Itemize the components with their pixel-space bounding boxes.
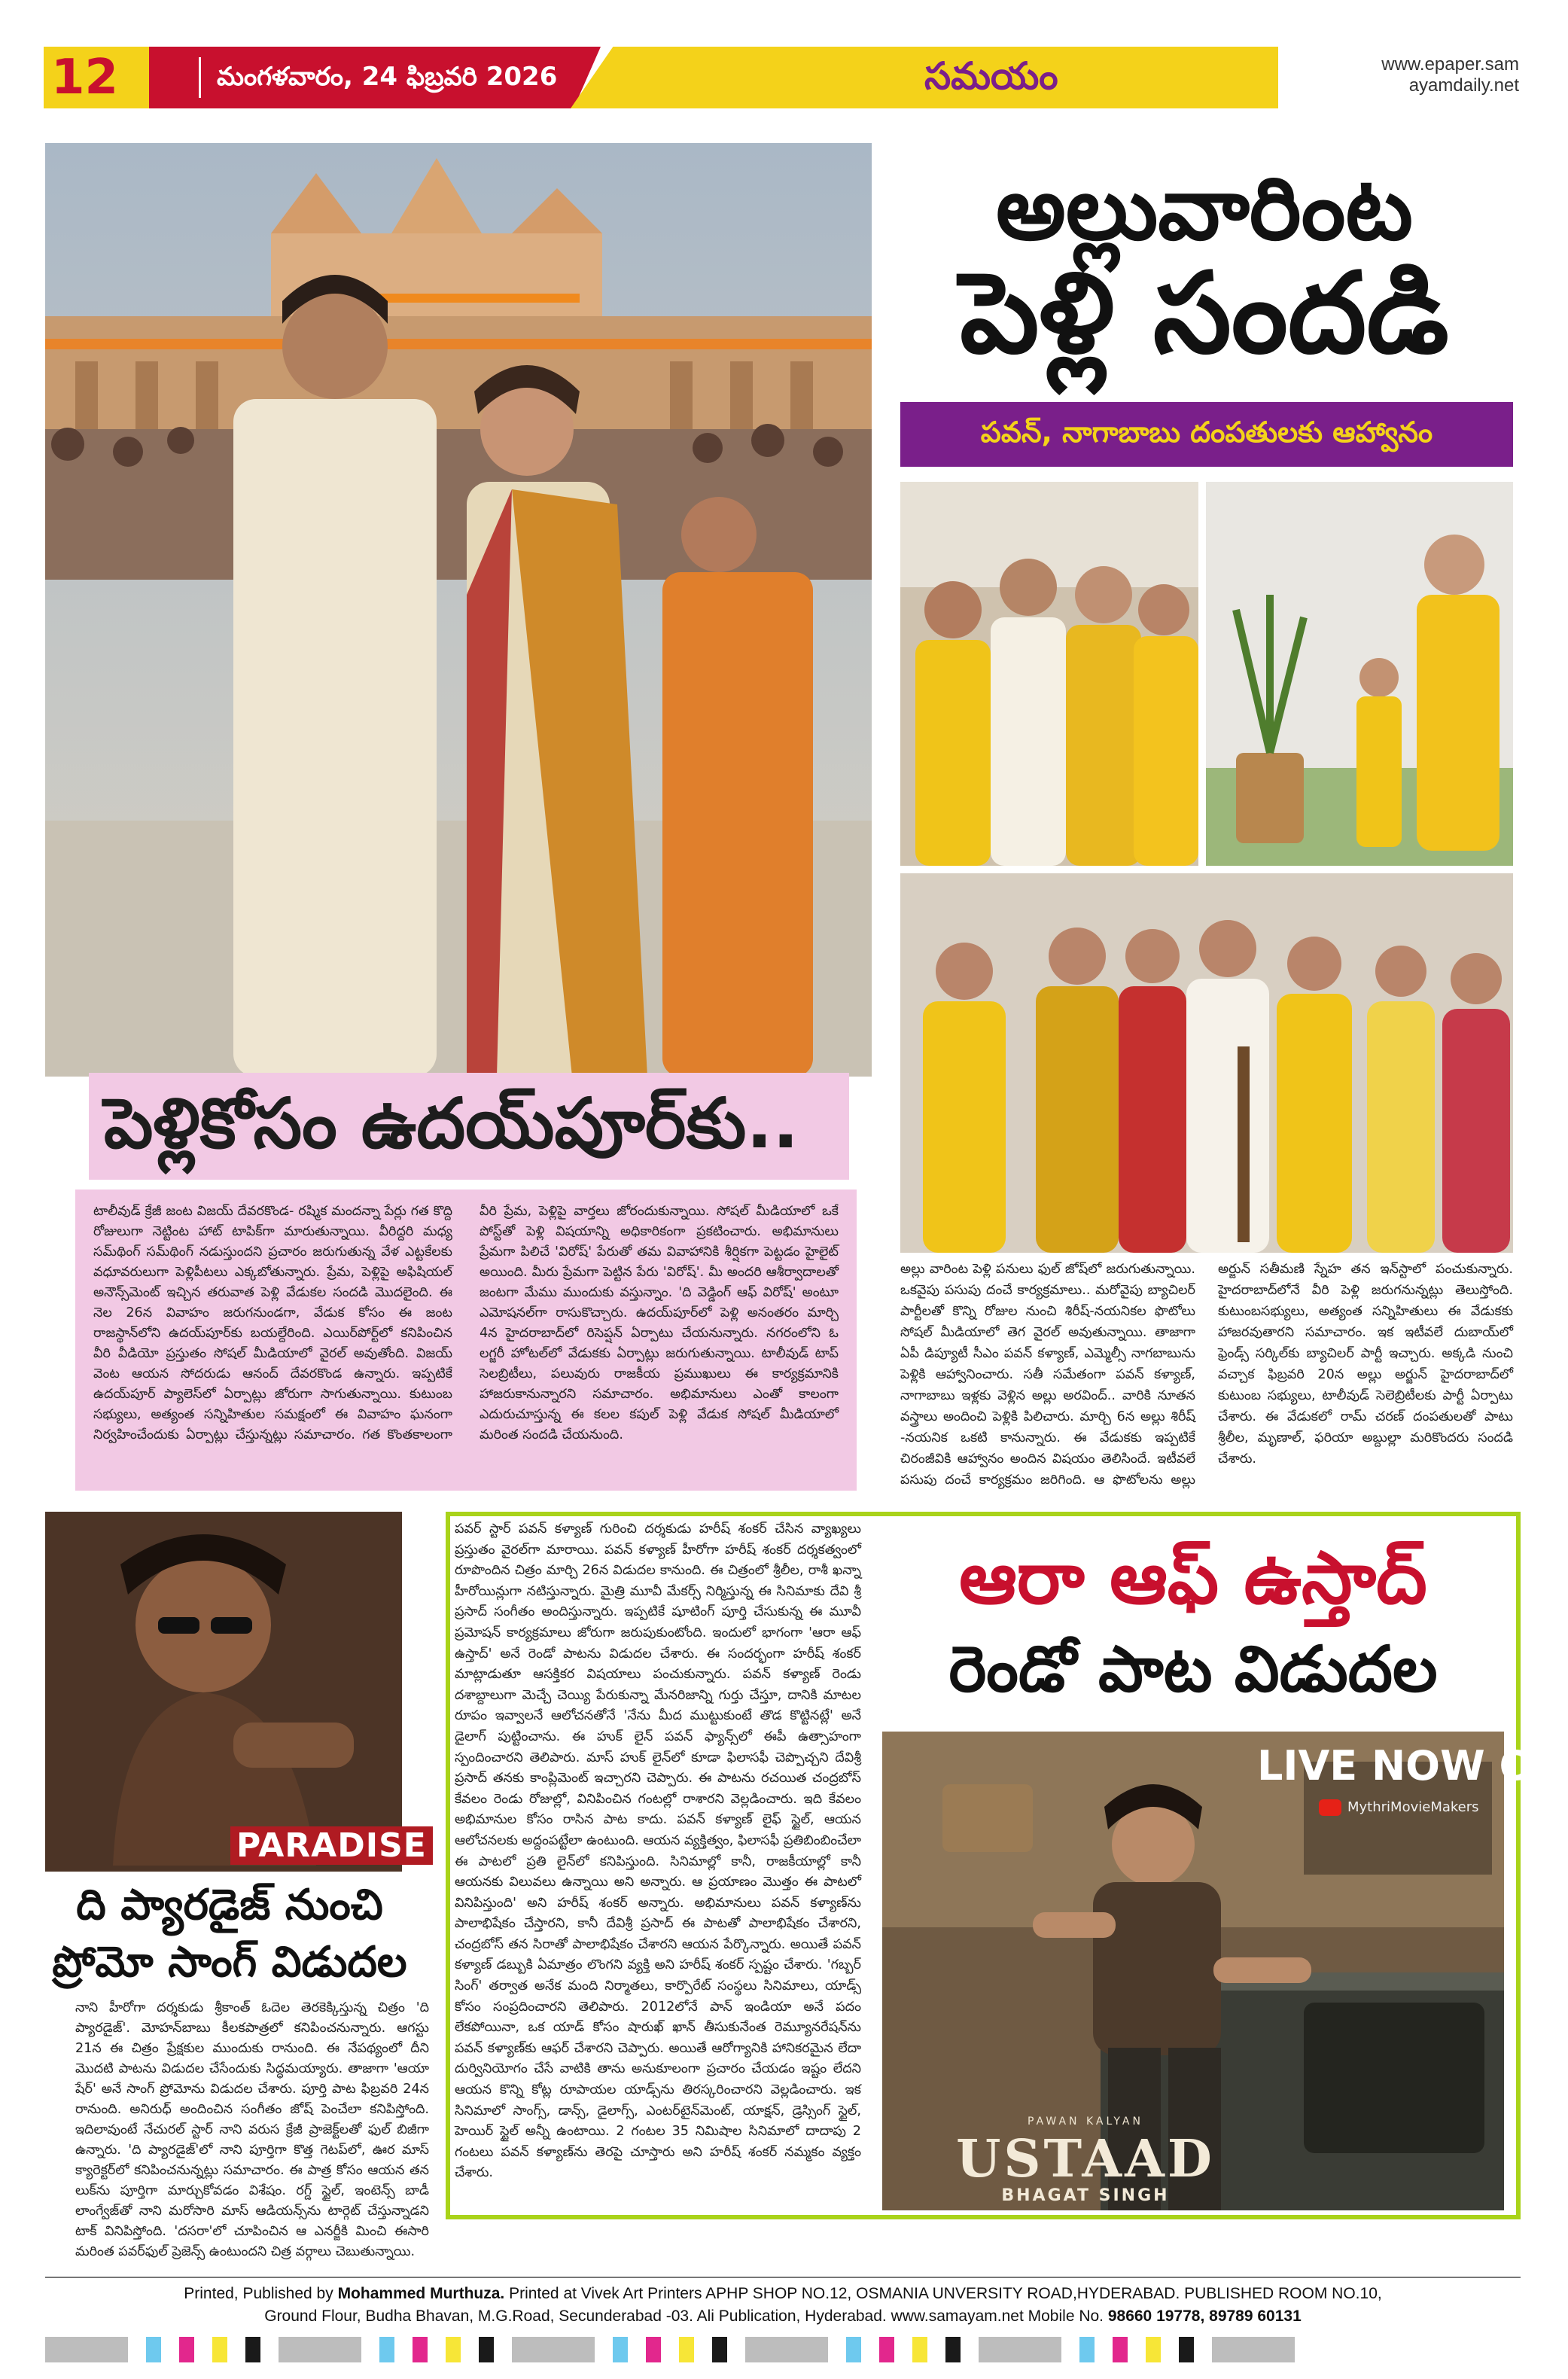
imprint-line	[45, 2283, 1521, 2328]
registration-swatch-yellow	[1146, 2337, 1161, 2362]
registration-swatch-magenta	[179, 2337, 194, 2362]
poster-movie-subtitle: BHAGAT SINGH	[1001, 2186, 1170, 2205]
registration-swatch-black	[712, 2337, 727, 2362]
imprint-line-2	[45, 2305, 1521, 2328]
ustaad-poster	[882, 1732, 1568, 2210]
registration-swatch-cyan	[846, 2337, 861, 2362]
registration-swatch-magenta	[646, 2337, 661, 2362]
registration-swatch-yellow	[679, 2337, 694, 2362]
couple-at-temple-illustration	[45, 143, 872, 1077]
allu-family-photo-2	[1206, 482, 1513, 866]
paradise-headline-line2: ప్రోమో సాంగ్ విడుదల	[52, 1938, 407, 1987]
registration-swatch-cyan	[379, 2337, 394, 2362]
lead-story-photo	[45, 143, 872, 1077]
imprint-divider	[45, 2277, 1521, 2278]
registration-swatch-magenta	[879, 2337, 894, 2362]
imprint-prefix: Printed, Published by	[184, 2285, 338, 2302]
ustaad-headline-line1: ఆరా ఆఫ్ ఉస్తాద్	[959, 1536, 1427, 1620]
registration-swatch-cyan	[613, 2337, 628, 2362]
masthead	[44, 47, 1519, 108]
registration-swatch-grey	[979, 2337, 1061, 2362]
registration-swatch-grey	[512, 2337, 595, 2362]
imprint-phone-numbers: 98660 19778, 89789 60131	[1107, 2307, 1302, 2325]
allu-story-headline-line1: అల్లువారింట	[996, 158, 1413, 260]
registration-swatch-cyan	[146, 2337, 161, 2362]
ustaad-story-body: పవర్ స్టార్ పవన్ కళ్యాణ్ గురించి దర్శకుడు హరీష్ శంకర్ చేసిన వ్యాఖ్యలు ప్రస్తుతం వైరల్‌గా మారాయి. పవన్ కళ్యాణ్ హీరోగా హరీష్ శంకర్ దర్శకత్వంలో రూపొందిన చిత్రం మార్చి 26న విడుదల కానుంది. ఈ చిత్రంలో శ్రీలీల, రాశీ ఖన్నా హీరోయిన్లుగా నటిస్తున్నారు. మైత్రి మూవీ మేకర్స్ నిర్మిస్తున్న ఈ సినిమాకు దేవి శ్రీ ప్రసాద్ సంగీతం అందిస్తున్నారు. ఇప్పటికే షూటింగ్ పూర్తి చేసుకున్న ఈ మూవీ ప్రమోషన్ కార్యక్రమాలు జోరుగా జరుపుకుంటోంది. ఇందులో భాగంగా 'ఆరా ఆఫ్ ఉస్తాద్' అనే రెండో పాటను విడుదల చేశారు. ఈ సందర్భంగా హరీష్ శంకర్ మాట్లాడుతూ ఆసక్తికర విషయాలు పంచుకున్నారు. పవన్ కళ్యాణ్ రెండు దశాబ్దాలుగా మెచ్చే చెయ్యి పేరుకున్నా మేనరిజాన్ని గుర్తు చేస్తూ, దానికి మాటల రూపం ఇవ్వాలనే ఆలోచనతోనే 'నేను మీద ముట్టుకుంటే తొడ కొట్టినట్లే' అనే డైలాగ్ పుట్టించాను. ఈ హుక్ లైన్ పవన్ ఫ్యాన్స్‌లో ఈపీ ఉత్సాహంగా స్పందించారని తెలిపారు. మాస్ హుక్ లైన్‌లో కూడా ఫిలాసఫీ చెప్పొచ్చని దేవిశ్రీ ప్రసాద్ తనకు కాంప్లిమెంట్ ఇచ్చారని చెప్పారు. ఈ పాటను రచయిత చంద్రబోస్ కేవలం రెండు రోజుల్లో, వినిపించిన గంటల్లో రాశారని వెల్లడించారు. ఇది కేవలం అభిమానుల కోసం రాసిన పాట కాదు. పవన్ కళ్యాణ్ లైఫ్ స్టైల్, ఆయన ఆలోచనలకు అద్దంపట్టేలా ఉంటుంది. ఆయన వ్యక్తిత్వం, ఫిలాసఫీ ప్రతిబింబించేలా ఈ పాటలో ప్రతి లైన్‌లో కనిపిస్తుంది. సినిమాల్లో కానీ, రాజకీయాల్లో కానీ ఆయనకు విలువలు ఉన్నాయి అని అన్నారు. ఆ ప్రయాణం మొత్తం ఈ పాటలో వినిపిస్తుంది' అని హరీష్ శంకర్ అన్నారు. అభిమానులు పవన్ కళ్యాణ్‌ను పాలాభిషేకం చేస్తారని, కానీ దేవిశ్రీ ప్రసాద్ ఈ పాటతో పాలాభిషేకం చేశారని, చంద్రబోస్ తన సిరాతో పాలాభిషేకం చేశారని ఆయన పేర్కొన్నారు. అయితే పవన్ కళ్యాణ్ డబ్బుకి ఏమాత్రం లొంగని వ్యక్తి అని హరీష్ శంకర్ స్పష్టం చేశారు. 'గబ్బర్ సింగ్' తర్వాత అనేక మంది నిర్మాతలు, కార్పొరేట్ సంస్థలు సినిమాలు, యాడ్స్ కోసం సంప్రదించారని తెలిపారు. 2012లోనే పాన్ ఇండియా అనే పదం లేకపోయినా, ఒక యాడ్ కోసం షారుఖ్ ఖాన్ తీసుకునేంత రెమ్యూనరేషన్‌ను పవన్ కళ్యాణ్‌కు ఆఫర్ చేశారని చెప్పారు. అయితే ఆరోగ్యానికి హానికరమైన లేదా దుర్వినియోగం చేసే వాటికి తాను అనుకూలంగా ప్రచారం చేయడం ఇష్టం లేదని ఆయన కొన్ని కోట్ల రూపాయల యాడ్స్‌ను తిరస్కరించారని వెల్లడించారు. ఇక సినిమాలో సాంగ్స్, డాన్స్, డైలాగ్స్, ఎంటర్‌టైన్‌మెంట్, యాక్షన్, డ్రెస్సింగ్ స్టైల్, హెయిర్ స్టైల్ అన్నీ ఉంటాయి. 2 గంటల 35 నిమిషాల సినిమాలో దాదాపు 2 గంటలు పవన్ కళ్యాణ్‌ను తెరపై చూస్తారు అని హరీష్ శంకర్ నమ్మకం వ్యక్తం చేశారు.	[455, 1522, 861, 2181]
allu-family-photo-1	[900, 482, 1198, 866]
ustaad-headline-line2: రెండో పాట విడుదల	[948, 1632, 1438, 1706]
registration-swatch-grey	[1212, 2337, 1295, 2362]
registration-swatch-magenta	[413, 2337, 428, 2362]
lead-headline: పెళ్లికోసం ఉదయ్‌పూర్‌కు..	[104, 1083, 799, 1164]
poster-channel-name: MythriMovieMakers	[1347, 1799, 1479, 1815]
paradise-poster	[45, 1512, 427, 1872]
registration-swatch-grey	[279, 2337, 361, 2362]
imprint-line-1	[45, 2283, 1521, 2305]
registration-swatch-yellow	[912, 2337, 927, 2362]
date-divider	[199, 57, 201, 98]
registration-swatch-black	[479, 2337, 494, 2362]
imprint-printer: Printed at Vivek Art Printers APHP SHOP NO.12, OSMANIA UNVERSITY ROAD,HYDERABAD. PUBLISHED ROOM NO.10,	[504, 2285, 1382, 2302]
lead-headline-box	[89, 1073, 849, 1180]
newspaper-logo: సమయం	[924, 54, 1058, 98]
registration-swatch-black	[945, 2337, 961, 2362]
registration-swatch-grey	[745, 2337, 828, 2362]
imprint-address: Ground Flour, Budha Bhavan, M.G.Road, Secunderabad -03. Ali Publication, Hyderabad. www.samayam.net Mobile No.	[264, 2307, 1108, 2325]
print-registration-bar	[45, 2337, 1521, 2362]
registration-swatch-cyan	[1079, 2337, 1095, 2362]
registration-swatch-yellow	[446, 2337, 461, 2362]
allu-story-headline-line2: పెళ్లి సందడి	[960, 248, 1449, 378]
registration-swatch-black	[245, 2337, 260, 2362]
poster-actor-credit: PAWAN KALYAN	[1028, 2116, 1143, 2128]
imprint-publisher: Mohammed Murthuza.	[337, 2285, 505, 2302]
registration-swatch-magenta	[1113, 2337, 1128, 2362]
allu-story-subheadline-box	[900, 402, 1513, 467]
allu-family-photo-3	[900, 873, 1513, 1253]
epaper-url-line2: ayamdaily.net	[1408, 75, 1519, 96]
epaper-url[interactable]	[1353, 54, 1519, 96]
page-number: 12	[51, 50, 119, 105]
epaper-url-line1: www.epaper.sam	[1381, 54, 1519, 75]
allu-story-body: అల్లు వారింట పెళ్లి పనులు ఫుల్ జోష్‌లో జరుగుతున్నాయి. ఒకవైపు పసుపు దంచే కార్యక్రమాలు.. మరోవైపు బ్యాచిలర్ పార్టీలతో కొన్ని రోజుల నుంచి శిరీష్-నయనికల ఫొటోలు సోషల్ మీడియాలో తెగ వైరల్ అవుతున్నాయి. తాజాగా ఏపీ డిప్యూటీ సీఎం పవన్ కళ్యాణ్, ఎమ్మెల్సీ నాగబాబును పెళ్లికి ఆహ్వానించారు. సతీ సమేతంగా పవన్ కళ్యాణ్, నాగాబాబు ఇళ్లకు వెళ్లిన అల్లు అరవింద్.. వారికి నూతన వస్త్రాలు అందించి పెళ్లికి పిలిచారు. మార్చి 6న అల్లు శిరీష్ -నయనిక ఒకటి కానున్నారు. ఈ వేడుకకు ఇప్పటికే చిరంజీవికి ఆహ్వానం అందిన విషయం తెలిసిందే. ఇటీవలే పసుపు దంచే కార్యక్రమం జరిగింది. ఆ ఫొటోలను అల్లు అర్జున్ సతీమణి స్నేహ తన ఇన్‌స్టాలో పంచుకున్నారు. హైదరాబాద్‌లోనే వీరి పెళ్లి జరుగనున్నట్లు తెలుస్తోంది. కుటుంబసభ్యులు, అత్యంత సన్నిహితులు ఈ వేడుకకు హాజరవుతారని సమాచారం. ఇక ఇటీవలే దుబాయ్‌లో ఫ్రెండ్స్ సర్కిల్‌కు బ్యాచిలర్ పార్టీ ఇచ్చారు. అక్కడి నుంచి వచ్చాక ఫిబ్రవరి 20న అల్లు అర్జున్ హైదరాబాద్‌లో కుటుంబ సభ్యులు, టాలీవుడ్ సెలెబ్రిటీలకు పార్టీ ఏర్పాటు చేశారు. ఈ వేడుకలో రామ్ చరణ్ దంపతులతో పాటు శ్రీలీల, మృణాల్, ఫరియా అబ్దుల్లా మరికొందరు సందడి చేశారు.	[900, 1262, 1513, 1488]
poster-movie-title: USTAAD	[956, 2129, 1215, 2189]
live-now-banner: LIVE NOW ON	[1257, 1742, 1568, 1790]
paradise-story-body: నాని హీరోగా దర్శకుడు శ్రీకాంత్ ఓదెల తెరకెక్కిస్తున్న చిత్రం 'ది ప్యారడైజ్'. మోహన్‌బాబు కీలకపాత్రలో కనిపించనున్నారు. ఆగస్టు 21న ఈ చిత్రం ప్రేక్షకుల ముందుకు రానుంది. ఈ నేపథ్యంలో దీని మొదటి పాటను విడుదల చేసేందుకు సిద్ధమయ్యారు. తాజాగా 'ఆయా షేర్' అనే సాంగ్ ప్రోమోను విడుదల చేశారు. పూర్తి పాట ఫిబ్రవరి 24న రానుంది. అనిరుధ్ అందించిన సంగీతం జోష్ పెంచేలా కనిపిస్తోంది. ఇదిలావుంటే నేచురల్ స్టార్ నాని వరుస క్రేజీ ప్రాజెక్ట్‌లతో ఫుల్ బిజీగా ఉన్నారు. 'ది ప్యారడైజ్'లో నాని పూర్తిగా కొత్త గెటప్‌లో, ఊర మాస్ క్యారెక్టర్‌లో కనిపించనున్నట్లు సమాచారం. ఈ పాత్ర కోసం ఆయన తన లుక్‌ను పూర్తిగా మార్చుకోవడం విశేషం. రగ్డ్ స్టైల్, ఇంటెన్స్ బాడీ లాంగ్వేజ్‌తో నాని మరోసారి మాస్ ఆడియన్స్‌ను టార్గెట్ చేస్తున్నాడని టాక్ వినిపిస్తోంది. 'దసరా'లో చూపించిన ఆ ఎనర్జీకి మించి ఈసారి మరింత పవర్‌ఫుల్ ప్రెజెన్స్ ఉంటుందని చిత్ర వర్గాలు చెబుతున్నాయి.	[75, 2000, 429, 2259]
allu-story-subheadline: పవన్, నాగాబాబు దంపతులకు ఆహ్వానం	[980, 416, 1433, 449]
issue-date: మంగళవారం, 24 ఫిబ్రవరి 2026	[217, 62, 558, 92]
registration-swatch-yellow	[212, 2337, 227, 2362]
paradise-headline-line1: ది ప్యారడైజ్ నుంచి	[76, 1881, 383, 1930]
lead-story-body: టాలీవుడ్ క్రేజీ జంట విజయ్ దేవరకొండ- రష్మిక మందన్నా పేర్లు గత కొద్ది రోజులుగా నెట్టింట హాట్ టాపిక్‌గా మారుతున్నాయి. వీరిద్దరి మధ్య సమ్‌థింగ్ సమ్‌థింగ్ నడుస్తుందని ప్రచారం జరుగుతున్న వేళ ఎట్టకేలకు వధూవరులుగా పెళ్లిపీటలు ఎక్కబోతున్నారు. ప్రేమ, పెళ్లిపై అఫిషియల్ అనౌన్స్‌మెంట్ ఇచ్చిన తరువాత పెళ్లి వేడుకల సందడి మొదలైంది. ఈ నెల 26న వివాహం జరుగనుండగా, వేడుక కోసం ఈ జంట రాజస్థాన్‌లోని ఉదయ్‌పూర్‌కు బయల్దేరింది. ఎయిర్‌పోర్ట్‌లో కనిపించిన వీరి వీడియో ప్రస్తుతం సోషల్ మీడియాలో వైరల్ అవుతోంది. విజయ్ వెంట ఆయన సోదరుడు ఆనంద్ దేవరకొండ ఉన్నారు. ఇప్పటికే ఉదయ్‌పూర్ ప్యాలెస్‌లో ఏర్పాట్లు జోరుగా సాగుతున్నాయి. కుటుంబ సభ్యులు, అత్యంత సన్నిహితుల సమక్షంలో ఈ వివాహం ఘనంగా నిర్వహించేందుకు ఏర్పాట్లు చేస్తున్నట్లు సమాచారం. గత కొంతకాలంగా వీరి ప్రేమ, పెళ్లిపై వార్తలు జోరందుకున్నాయి. సోషల్ మీడియాలో ఒకే పోస్ట్‌తో పెళ్లి విషయాన్ని అధికారికంగా ప్రకటించారు. అభిమానులు ప్రేమగా పిలిచే 'విరోష్' పేరుతో తమ వివాహానికి శీర్షికగా పెట్టడం హైలైట్ అయింది. మీరు ప్రేమగా పెట్టిన పేరు 'విరోష్'. మీ అందరి ఆశీర్వాదాలతో జంటగా మేము ముందుకు వస్తున్నాం. 'ది వెడ్డింగ్ ఆఫ్ విరోష్' అంటూ ఎమోషనల్‌గా రాసుకొచ్చారు. ఉదయ్‌పూర్‌లో పెళ్లి అనంతరం మార్చి 4న హైదరాబాద్‌లో రిసెప్షన్ ఏర్పాటు చేయనున్నారు. నగరంలోని ఓ లగ్జరీ హోటల్‌లో వేడుకకు ఏర్పాట్లు జరుగుతున్నాయి. టాలీవుడ్ టాప్ సెలబ్రిటీలు, పలువురు రాజకీయ ప్రముఖులు ఈ కార్యక్రమానికి హాజరుకానున్నారని సమాచారం. అభిమానులు ఎంతో కాలంగా ఎదురుచూస్తున్న ఈ కలల కపుల్ పెళ్లి వేడుక సోషల్ మీడియాలో మరింత సందడి చేయనుంది.	[75, 1190, 857, 1491]
paradise-poster-title: PARADISE	[230, 1826, 433, 1865]
registration-swatch-black	[1179, 2337, 1194, 2362]
registration-swatch-grey	[45, 2337, 128, 2362]
youtube-icon	[1319, 1799, 1341, 1816]
